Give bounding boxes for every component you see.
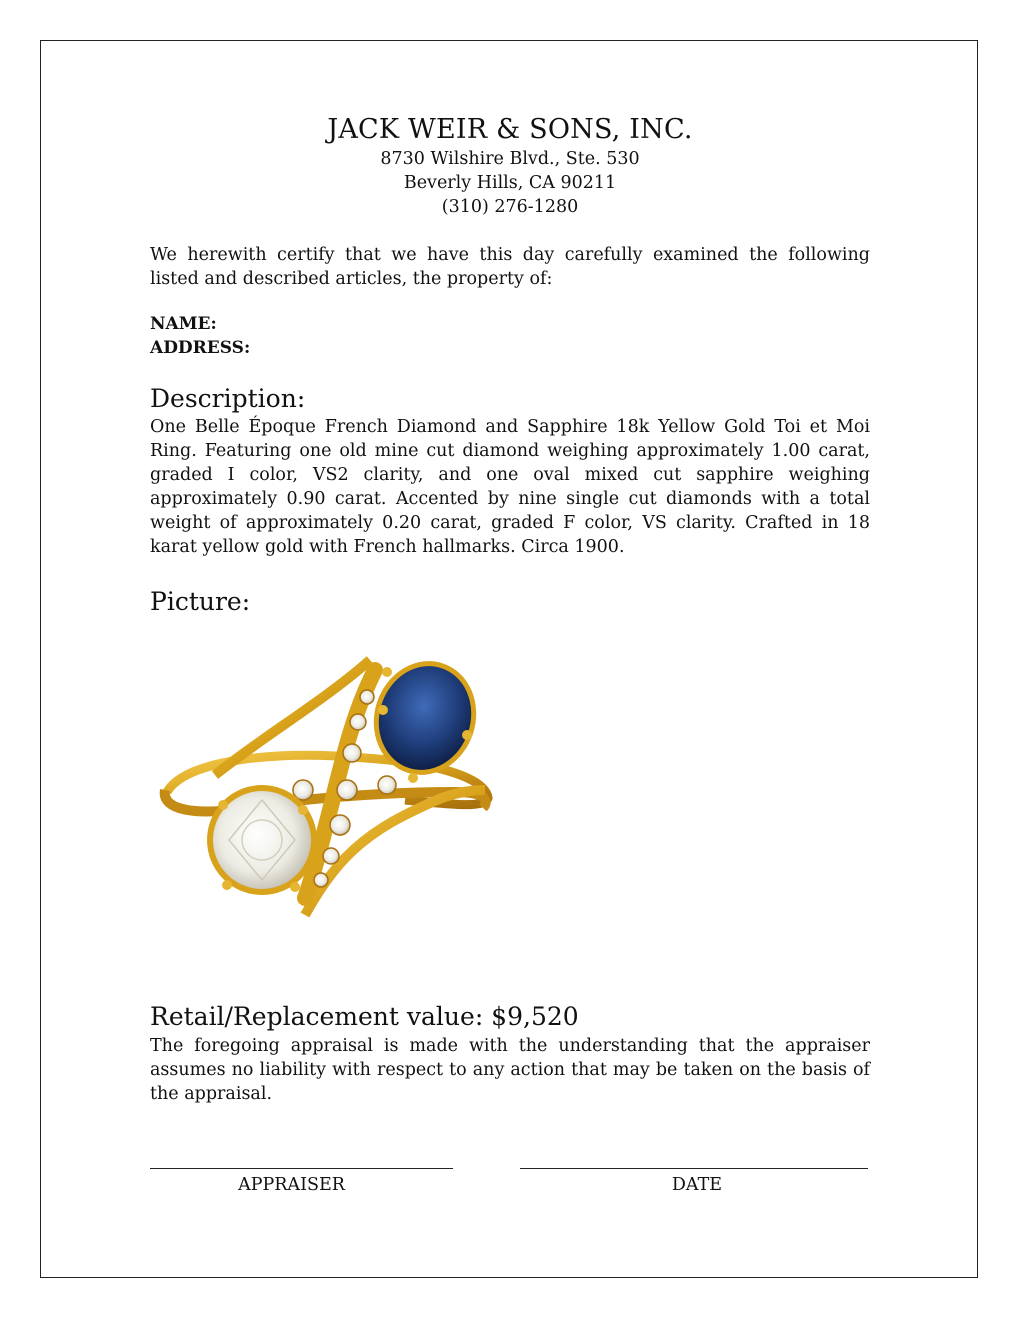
company-address-line1: 8730 Wilshire Blvd., Ste. 530 xyxy=(380,149,640,169)
company-address-line2: Beverly Hills, CA 90211 xyxy=(403,173,617,193)
company-name: JACK WEIR & SONS, INC. xyxy=(327,114,693,145)
replacement-value: Retail/Replacement value: $9,520 xyxy=(150,1002,579,1031)
company-phone: (310) 276-1280 xyxy=(441,197,579,217)
appraiser-signature-line xyxy=(150,1168,453,1169)
appraiser-label: APPRAISER xyxy=(238,1175,345,1195)
description-text: One Belle Époque French Diamond and Sapphire 18k Yellow Gold Toi et Moi Ring. Featuring one old mine cut diamond weighing approximately 1.00 carat, graded I color, VS2 clarity, and one oval mixed cut sapphire weighing approximately 0.90 carat. Accented by nine single cut diamonds with a total weight of approximately 0.20 carat, graded F color, VS clarity. Crafted in 18 karat yellow gold with French hallmarks. Circa 1900. xyxy=(150,417,870,557)
picture-heading: Picture: xyxy=(150,587,251,616)
name-label: NAME: xyxy=(150,314,217,334)
date-label: DATE xyxy=(671,1175,723,1195)
certification-text: We herewith certify that we have this day carefully examined the following listed and described articles, the property of: xyxy=(150,245,870,289)
address-label: ADDRESS: xyxy=(150,338,251,358)
date-signature-line xyxy=(520,1168,868,1169)
disclaimer-text: The foregoing appraisal is made with the understanding that the appraiser assumes no liability with respect to any action that may be taken on the basis of the appraisal. xyxy=(150,1036,870,1104)
ring-image xyxy=(155,640,500,930)
description-heading: Description: xyxy=(150,384,306,413)
